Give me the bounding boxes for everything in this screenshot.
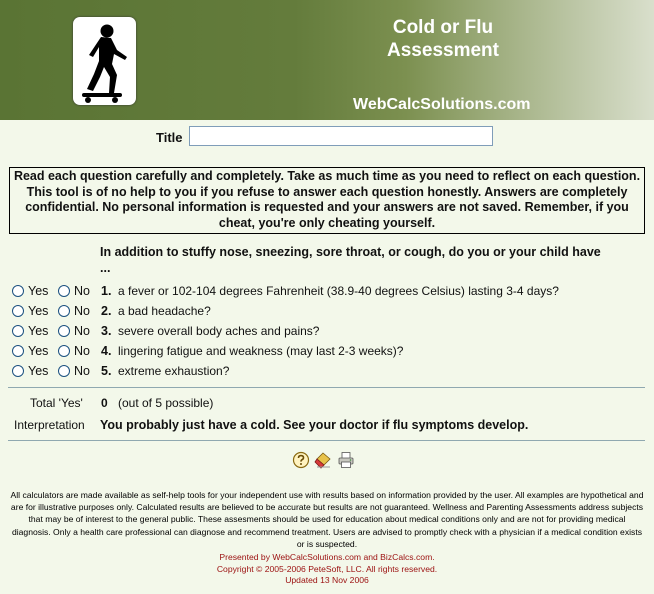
question-text: lingering fatigue and weakness (may last 2-3 weeks)? (118, 344, 404, 358)
total-yes-label: Total 'Yes' (30, 396, 83, 410)
no-label: No (74, 324, 90, 338)
footer-presented-by[interactable]: Presented by WebCalcSolutions.com and BizCalcs.com. (219, 552, 435, 562)
yes-radio-2[interactable] (12, 305, 24, 317)
footer-copyright: Copyright © 2005-2006 PeteSoft, LLC. All rights reserved. (216, 563, 438, 574)
question-row-3 (0, 323, 654, 341)
no-label: No (74, 364, 90, 378)
header-banner (0, 0, 654, 120)
interpretation-value: You probably just have a cold. See your doctor if flu symptoms develop. (100, 418, 529, 432)
footer-updated: Updated 13 Nov 2006 (285, 575, 369, 585)
divider (8, 387, 645, 388)
question-text: extreme exhaustion? (118, 364, 230, 378)
question-number: 2. (101, 304, 112, 318)
yes-label: Yes (28, 284, 49, 298)
yes-radio-3[interactable] (12, 325, 24, 337)
total-yes-note: (out of 5 possible) (118, 396, 214, 410)
question-row-2 (0, 303, 654, 321)
question-row-4 (0, 343, 654, 361)
site-name[interactable]: WebCalcSolutions.com (353, 96, 531, 113)
no-radio-5[interactable] (58, 365, 70, 377)
eraser-icon[interactable] (314, 451, 332, 469)
title-input[interactable] (189, 126, 493, 146)
question-number: 3. (101, 324, 112, 338)
yes-label: Yes (28, 344, 49, 358)
logo (73, 17, 136, 105)
app-title: Cold or Flu Assessment (387, 17, 499, 61)
disclaimer-text: All calculators are made available as self-help tools for your independent use with results based on information provided by the user. All examples are hypothetical and are for illustrative purposes only. Calculated results are believed to be accurate but results are not guaranteed. Wellness and Parenting Assessments address subjects that may be of interest to the general public. These assesments should be used for education about medical conditions only and are not for providing medical diagnosis. Only a health care professional can diagnose and recommend treatment. Users are advised to promptly check with a physician if a medical condition exists or is suspected. (10, 490, 644, 549)
yes-radio-4[interactable] (12, 345, 24, 357)
title-row (0, 126, 654, 150)
printer-icon[interactable] (337, 451, 355, 469)
question-number: 1. (101, 284, 112, 298)
question-text: a bad headache? (118, 304, 211, 318)
interpretation-label: Interpretation (14, 418, 85, 432)
question-intro: In addition to stuffy nose, sneezing, sore throat, or cough, do you or your child have ... (100, 245, 601, 275)
title-label: Title (156, 130, 183, 145)
yes-radio-5[interactable] (12, 365, 24, 377)
skateboarder-icon (73, 17, 136, 105)
no-label: No (74, 284, 90, 298)
divider (8, 440, 645, 441)
yes-label: Yes (28, 304, 49, 318)
no-radio-2[interactable] (58, 305, 70, 317)
no-radio-3[interactable] (58, 325, 70, 337)
question-number: 5. (101, 364, 112, 378)
question-row-1 (0, 283, 654, 301)
help-icon[interactable] (292, 451, 310, 469)
yes-label: Yes (28, 324, 49, 338)
no-radio-1[interactable] (58, 285, 70, 297)
question-text: severe overall body aches and pains? (118, 324, 320, 338)
no-radio-4[interactable] (58, 345, 70, 357)
question-text: a fever or 102-104 degrees Fahrenheit (38.9-40 degrees Celsius) lasting 3-4 days? (118, 284, 559, 298)
question-row-5 (0, 363, 654, 381)
total-yes-value: 0 (101, 396, 108, 410)
no-label: No (74, 344, 90, 358)
yes-label: Yes (28, 364, 49, 378)
instructions-box: Read each question carefully and completely. Take as much time as you need to reflect on each question. This tool is of no help to you if you refuse to answer each question honestly. Answers are completely confidential. No personal information is requested and your answers are not saved. Remember, if you cheat, you're only cheating yourself. (9, 167, 645, 234)
yes-radio-1[interactable] (12, 285, 24, 297)
footer (0, 552, 654, 587)
question-number: 4. (101, 344, 112, 358)
no-label: No (74, 304, 90, 318)
